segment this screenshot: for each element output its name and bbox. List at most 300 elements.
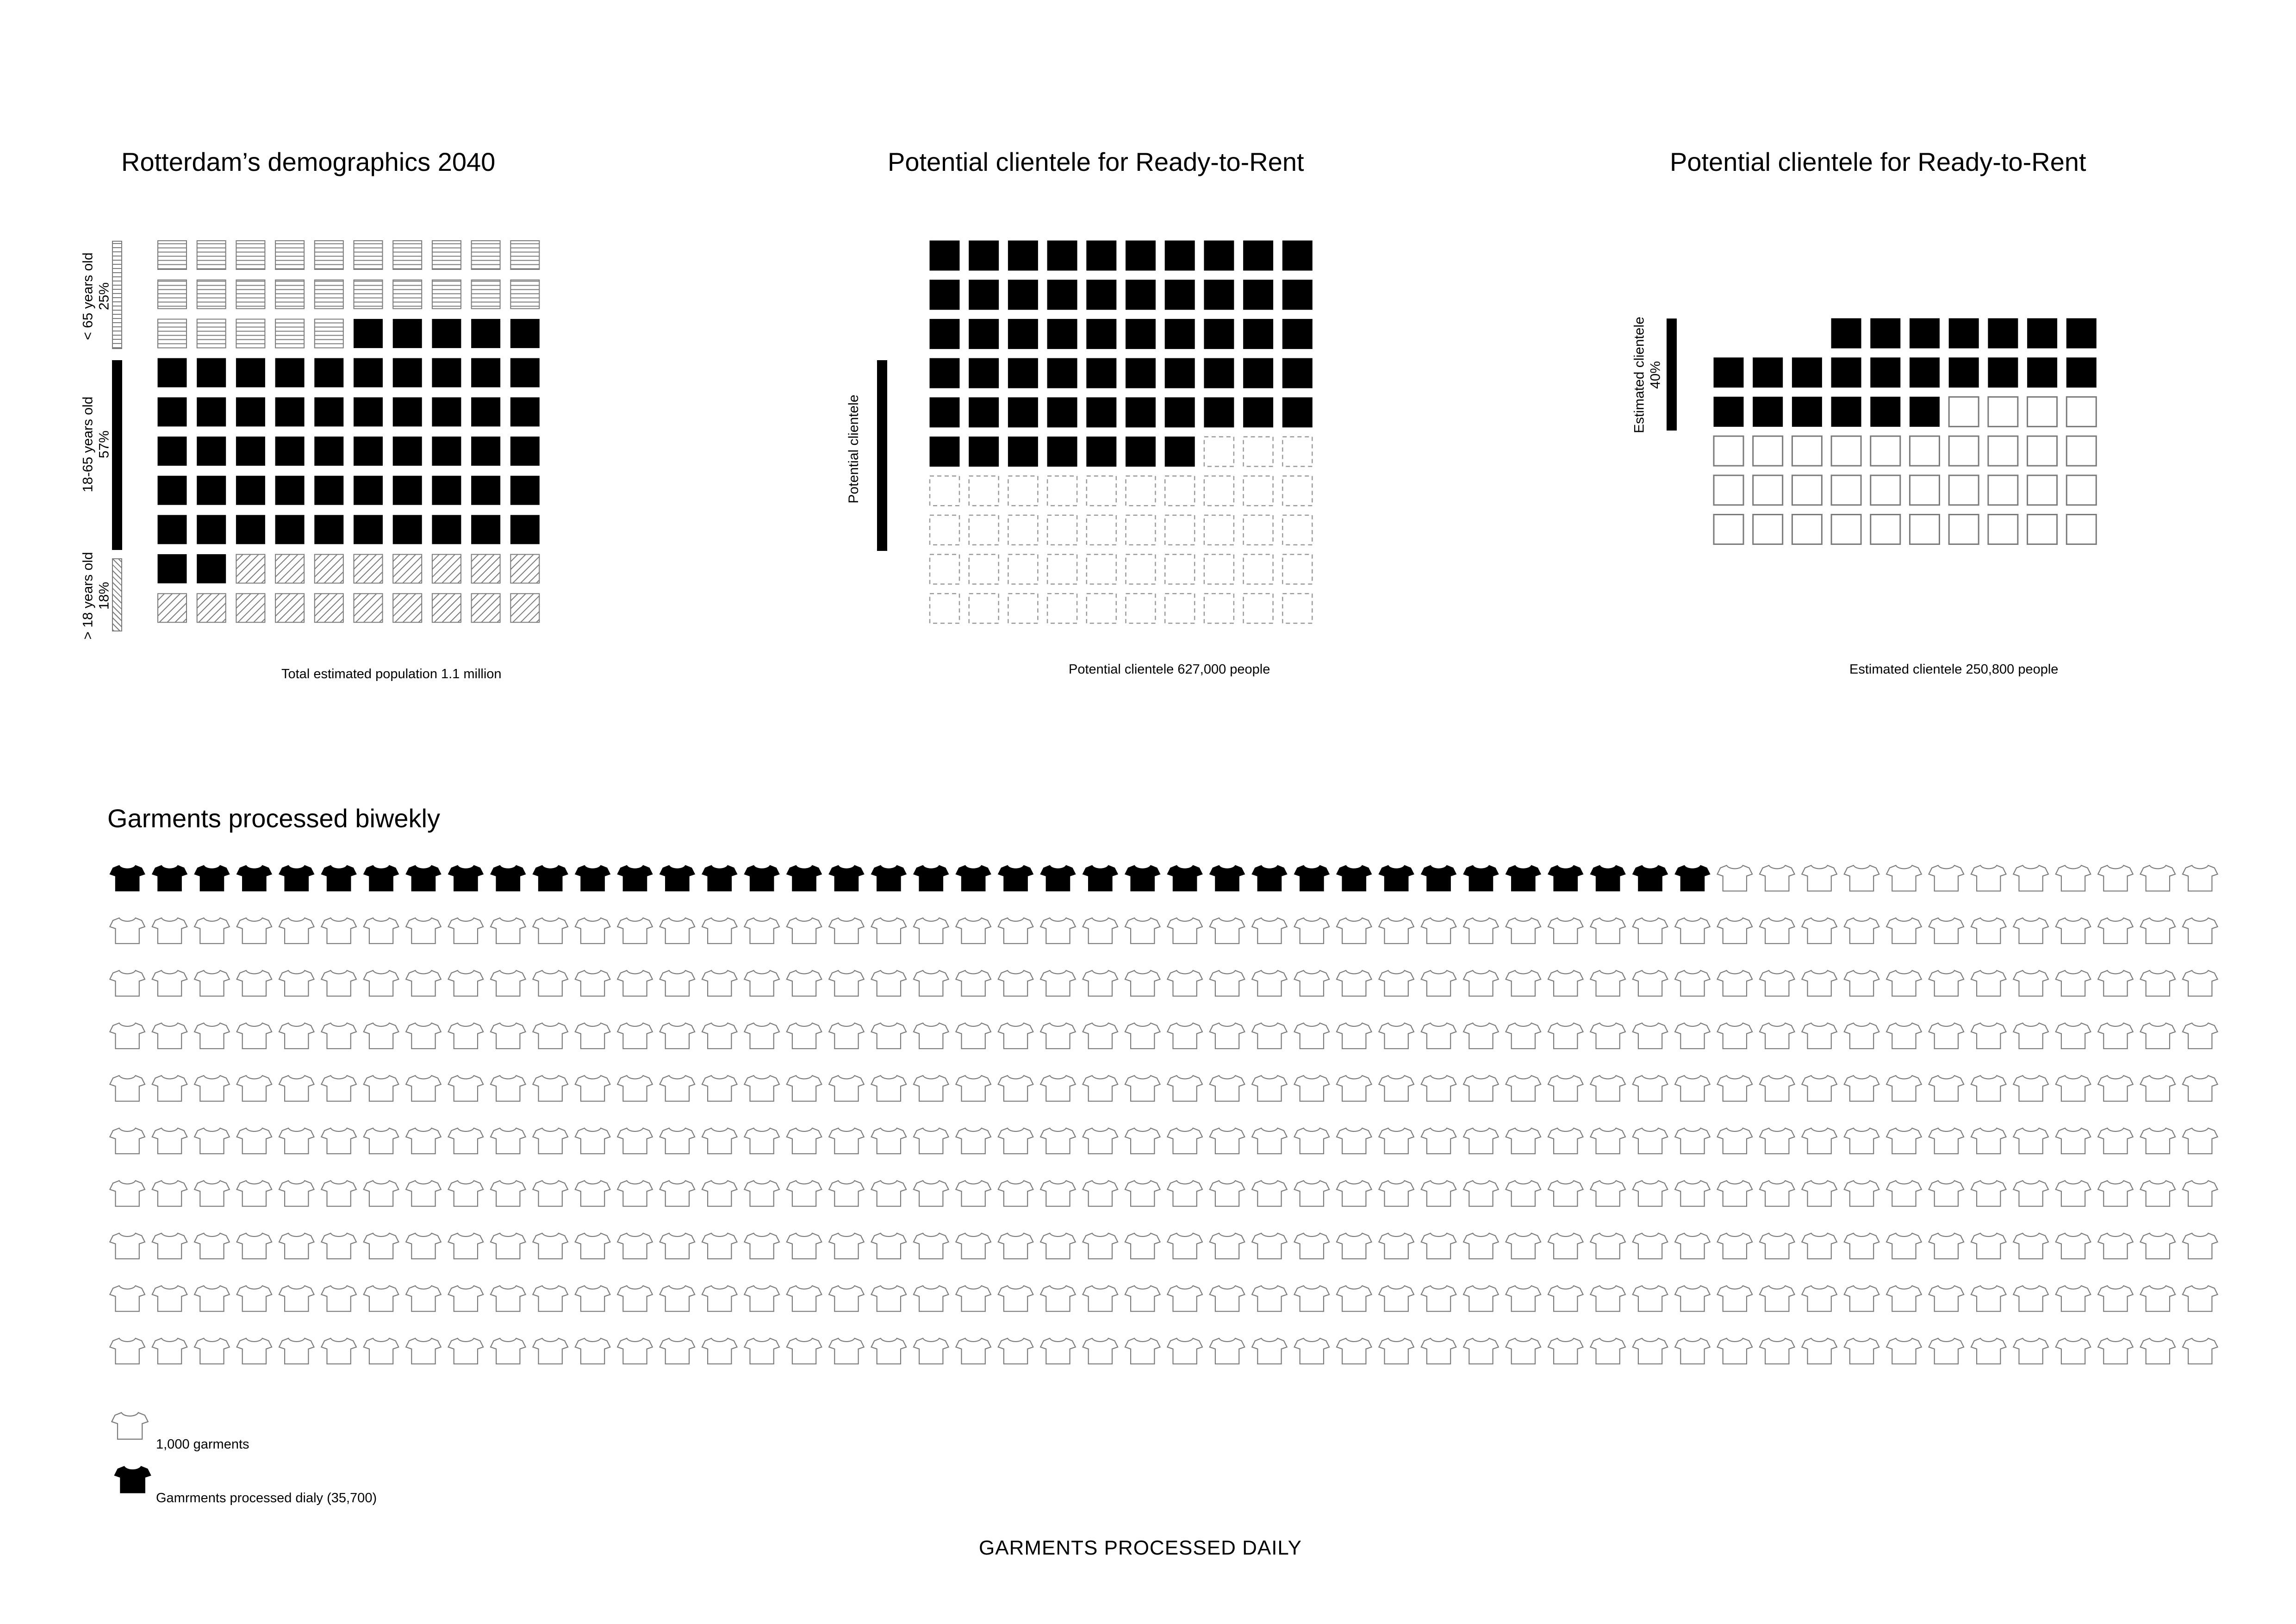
- waffle-square-outline: [2028, 436, 2057, 466]
- shirt-icon: [1633, 1075, 1668, 1101]
- shirt-icon: [1337, 1181, 1372, 1206]
- waffle-square-filled: [1204, 398, 1234, 427]
- shirt-icon: [1083, 918, 1118, 943]
- garments-title: Garments processed biwekly: [107, 804, 440, 833]
- shirt-icon: [1167, 1128, 1202, 1154]
- waffle-square-outline: [1753, 475, 1783, 505]
- shirt-icon-filled: [575, 865, 610, 891]
- shirt-icon: [1844, 1023, 1879, 1049]
- waffle-square-horizontal-hatch: [510, 280, 539, 309]
- shirt-icon: [152, 1128, 187, 1154]
- shirt-icon: [1675, 918, 1710, 943]
- shirt-icon: [1337, 918, 1372, 943]
- waffle-square-filled: [1165, 241, 1195, 270]
- waffle-square-filled: [393, 358, 422, 387]
- shirt-icon: [998, 1286, 1033, 1311]
- shirt-icon: [1971, 865, 2006, 891]
- shirt-icon: [1675, 1181, 1710, 1206]
- shirt-icon: [1548, 1181, 1583, 1206]
- shirt-icon: [194, 918, 230, 943]
- shirt-icon: [194, 1075, 230, 1101]
- group-name-over65: < 65 years old: [80, 252, 96, 340]
- waffle-square-filled: [1165, 358, 1195, 388]
- shirt-icon: [364, 1128, 399, 1154]
- shirt-icon: [2098, 970, 2133, 996]
- shirt-icon: [1040, 1286, 1076, 1311]
- shirt-icon: [1760, 1023, 1795, 1049]
- shirt-icon: [575, 1338, 610, 1364]
- shirt-icon: [1929, 1181, 1964, 1206]
- waffle-square-filled: [472, 319, 500, 348]
- shirt-icon: [1125, 1233, 1160, 1259]
- shirt-icon: [237, 1075, 272, 1101]
- waffle-square-dashed-outline: [969, 515, 999, 545]
- shirt-icon: [787, 1023, 822, 1049]
- shirt-icon: [956, 970, 991, 996]
- shirt-icon: [364, 1023, 399, 1049]
- waffle-square-horizontal-hatch: [393, 241, 422, 269]
- shirt-icon: [787, 1286, 822, 1311]
- waffle-square-dashed-outline: [1204, 593, 1234, 623]
- shirt-icon: [956, 1181, 991, 1206]
- shirt-icon: [1886, 1128, 1922, 1154]
- waffle-square-filled: [1047, 280, 1077, 310]
- shirt-icon: [617, 1075, 653, 1101]
- shirt-icon: [364, 1338, 399, 1364]
- waffle-square-filled: [1047, 319, 1077, 349]
- waffle-square-filled: [1282, 280, 1312, 310]
- shirt-icon: [575, 1233, 610, 1259]
- shirt-icon: [1083, 1286, 1118, 1311]
- waffle-square-filled: [1008, 280, 1038, 310]
- shirt-icon: [1379, 1233, 1414, 1259]
- shirt-icon: [1506, 1338, 1541, 1364]
- shirt-icon: [617, 1233, 653, 1259]
- waffle-square-filled: [1165, 398, 1195, 427]
- waffle-square-filled: [1087, 398, 1116, 427]
- shirt-icon: [279, 1023, 314, 1049]
- waffle-square-outline: [2028, 397, 2057, 426]
- shirt-icon: [491, 1286, 526, 1311]
- waffle-square-filled: [1244, 358, 1273, 388]
- shirt-icon: [2056, 918, 2091, 943]
- shirt-icon: [2098, 1233, 2133, 1259]
- shirt-icon: [110, 970, 145, 996]
- waffle-square-filled: [1126, 280, 1156, 310]
- shirt-icon: [1083, 1075, 1118, 1101]
- shirt-icon: [1633, 1338, 1668, 1364]
- shirt-icon: [1675, 1128, 1710, 1154]
- shirt-icon: [702, 1075, 737, 1101]
- legend-daily-label: Gamrments processed dialy (35,700): [156, 1491, 377, 1505]
- shirt-icon: [194, 1286, 230, 1311]
- shirt-icon: [871, 1338, 907, 1364]
- shirt-icon-filled: [406, 865, 441, 891]
- shirt-icon: [1802, 1338, 1837, 1364]
- waffle-square-outline: [1753, 436, 1783, 466]
- waffle-square-filled: [1204, 358, 1234, 388]
- shirt-icon: [617, 1181, 653, 1206]
- waffle-square-outline: [1714, 436, 1743, 466]
- shirt-icon: [787, 1181, 822, 1206]
- waffle-square-diagonal-hatch: [432, 593, 461, 622]
- shirt-icon: [364, 918, 399, 943]
- shirt-icon: [406, 1128, 441, 1154]
- shirt-icon: [1506, 918, 1541, 943]
- shirt-icon: [1844, 918, 1879, 943]
- shirt-icon: [1760, 1075, 1795, 1101]
- waffle-square-filled: [1126, 398, 1156, 427]
- shirt-icon: [1167, 1286, 1202, 1311]
- shirt-icon: [660, 918, 695, 943]
- shirt-icon: [1717, 1023, 1753, 1049]
- waffle-square-filled: [432, 398, 461, 426]
- shirt-icon: [1971, 970, 2006, 996]
- shirt-icon: [2183, 970, 2218, 996]
- waffle-square-filled: [197, 437, 226, 466]
- shirt-icon: [871, 1233, 907, 1259]
- waffle-square-dashed-outline: [1204, 437, 1234, 467]
- waffle-square-filled: [432, 437, 461, 466]
- shirt-icon: [1421, 1075, 1456, 1101]
- shirt-icon: [575, 1075, 610, 1101]
- shirt-icon: [1421, 1233, 1456, 1259]
- shirt-icon: [2013, 1233, 2048, 1259]
- shirt-icon: [1210, 1075, 1245, 1101]
- waffle-square-filled: [197, 398, 226, 426]
- waffle-square-filled: [393, 319, 422, 348]
- shirt-icon: [1294, 1181, 1330, 1206]
- shirt-icon: [1083, 1181, 1118, 1206]
- shirt-icon: [1844, 865, 1879, 891]
- shirt-icon: [533, 1181, 568, 1206]
- waffle-square-outline: [2066, 475, 2096, 505]
- shirt-icon-filled: [617, 865, 653, 891]
- shirt-icon: [364, 1075, 399, 1101]
- waffle-square-horizontal-hatch: [315, 319, 343, 348]
- shirt-icon: [2140, 1075, 2176, 1101]
- shirt-icon: [406, 918, 441, 943]
- shirt-icon: [744, 1075, 779, 1101]
- waffle-square-filled: [1204, 241, 1234, 270]
- waffle-square-filled: [969, 437, 999, 467]
- waffle-square-filled: [930, 358, 959, 388]
- shirt-icon: [914, 1338, 949, 1364]
- shirt-icon: [1590, 1023, 1625, 1049]
- shirt-icon: [152, 1338, 187, 1364]
- shirt-icon: [279, 1233, 314, 1259]
- shirt-icon: [2013, 1023, 2048, 1049]
- shirt-icon: [1252, 1128, 1287, 1154]
- shirt-icon: [1337, 1075, 1372, 1101]
- shirt-icon: [1252, 1233, 1287, 1259]
- shirt-icon: [1590, 918, 1625, 943]
- shirt-icon: [956, 1338, 991, 1364]
- shirt-icon: [321, 918, 356, 943]
- shirt-icon: [448, 970, 484, 996]
- waffle-square-horizontal-hatch: [236, 241, 265, 269]
- waffle-square-filled: [1087, 437, 1116, 467]
- shirt-icon: [1379, 1286, 1414, 1311]
- garment-pictogram: [110, 865, 2217, 1364]
- shirt-icon: [2013, 1338, 2048, 1364]
- shirt-icon-filled: [533, 865, 568, 891]
- shirt-icon: [956, 918, 991, 943]
- waffle-square-filled: [393, 437, 422, 466]
- shirt-icon: [533, 970, 568, 996]
- shirt-icon-filled: [1125, 865, 1160, 891]
- shirt-icon: [2056, 1128, 2091, 1154]
- waffle-square-filled: [432, 476, 461, 505]
- shirt-icon: [533, 1286, 568, 1311]
- shirt-icon: [1463, 1338, 1499, 1364]
- waffle-square-filled: [1087, 319, 1116, 349]
- waffle-square-outline: [1988, 475, 2018, 505]
- shirt-icon: [660, 1286, 695, 1311]
- waffle-square-horizontal-hatch: [275, 280, 304, 309]
- shirt-icon: [2013, 1286, 2048, 1311]
- shirt-icon: [1167, 1075, 1202, 1101]
- shirt-icon: [279, 1075, 314, 1101]
- shirt-icon: [1548, 1338, 1583, 1364]
- shirt-icon: [1971, 1233, 2006, 1259]
- waffle-square-horizontal-hatch: [432, 241, 461, 269]
- shirt-icon: [998, 1233, 1033, 1259]
- shirt-icon: [1590, 1233, 1625, 1259]
- shirt-icon: [1844, 1128, 1879, 1154]
- shirt-icon: [1337, 1023, 1372, 1049]
- waffle-square-filled: [197, 358, 226, 387]
- shirt-icon: [1717, 918, 1753, 943]
- shirt-icon: [1210, 1286, 1245, 1311]
- waffle-square-dashed-outline: [930, 515, 959, 545]
- shirt-icon: [1506, 1286, 1541, 1311]
- shirt-icon-filled: [321, 865, 356, 891]
- shirt-icon: [2183, 918, 2218, 943]
- shirt-icon: [787, 1075, 822, 1101]
- shirt-icon: [1421, 918, 1456, 943]
- waffle-square-filled: [1910, 358, 1940, 387]
- shirt-icon: [1675, 1075, 1710, 1101]
- waffle-square-horizontal-hatch: [158, 241, 187, 269]
- shirt-icon: [617, 1338, 653, 1364]
- shirt-icon: [2056, 1286, 2091, 1311]
- waffle-square-dashed-outline: [1087, 515, 1116, 545]
- shirt-icon: [1675, 1286, 1710, 1311]
- shirt-icon: [2098, 1286, 2133, 1311]
- waffle-square-filled: [930, 280, 959, 310]
- shirt-icon-filled: [1675, 865, 1710, 891]
- waffle-square-outline: [1910, 515, 1940, 544]
- waffle-square-dashed-outline: [1204, 555, 1234, 584]
- waffle-square-filled: [236, 358, 265, 387]
- waffle-square-filled: [315, 437, 343, 466]
- shirt-icon: [1590, 1181, 1625, 1206]
- waffle-square-outline: [1871, 436, 1900, 466]
- shirt-icon: [829, 918, 864, 943]
- shirt-icon: [1802, 1181, 1837, 1206]
- waffle-square-filled: [969, 398, 999, 427]
- shirt-icon: [1886, 1233, 1922, 1259]
- shirt-icon: [2183, 865, 2218, 891]
- shirt-icon-filled: [1633, 865, 1668, 891]
- shirt-icon: [321, 970, 356, 996]
- shirt-icon: [321, 1286, 356, 1311]
- waffle-square-dashed-outline: [1087, 555, 1116, 584]
- shirt-icon-filled: [491, 865, 526, 891]
- waffle-square-diagonal-hatch: [472, 593, 500, 622]
- shirt-icon: [2013, 1181, 2048, 1206]
- waffle-square-filled: [1244, 319, 1273, 349]
- shirt-icon: [2183, 1233, 2218, 1259]
- shirt-icon: [1633, 1286, 1668, 1311]
- shirt-icon: [1463, 1181, 1499, 1206]
- shirt-icon: [1167, 970, 1202, 996]
- shirt-icon: [2183, 1128, 2218, 1154]
- shirt-icon: [744, 1181, 779, 1206]
- waffle-square-dashed-outline: [1126, 515, 1156, 545]
- waffle-square-filled: [354, 319, 383, 348]
- shirt-icon: [1125, 1181, 1160, 1206]
- shirt-icon: [1040, 1128, 1076, 1154]
- shirt-icon: [1717, 1128, 1753, 1154]
- shirt-icon: [321, 1075, 356, 1101]
- shirt-icon: [1421, 1338, 1456, 1364]
- garments-caption: GARMENTS PROCESSED DAILY: [979, 1537, 1302, 1559]
- shirt-icon: [1802, 918, 1837, 943]
- shirt-icon: [1802, 1128, 1837, 1154]
- shirt-icon: [406, 1338, 441, 1364]
- shirt-icon-filled: [1083, 865, 1118, 891]
- waffle-square-outline: [1871, 515, 1900, 544]
- shirt-icon-filled: [237, 865, 272, 891]
- waffle-square-horizontal-hatch: [510, 241, 539, 269]
- waffle-square-filled: [1282, 358, 1312, 388]
- waffle-square-filled: [1047, 241, 1077, 270]
- shirt-icon: [1633, 918, 1668, 943]
- demographics-total: Total estimated population 1.1 million: [281, 667, 502, 681]
- shirt-icon: [1379, 1023, 1414, 1049]
- waffle-square-filled: [236, 437, 265, 466]
- shirt-icon: [1337, 1233, 1372, 1259]
- shirt-icon: [744, 918, 779, 943]
- shirt-icon-filled: [1210, 865, 1245, 891]
- shirt-icon: [364, 1233, 399, 1259]
- group-percent-under18: 18%: [96, 581, 112, 610]
- waffle-square-filled: [1988, 358, 2018, 387]
- shirt-icon: [1717, 1338, 1753, 1364]
- shirt-icon: [2013, 1128, 2048, 1154]
- waffle-square-filled: [1949, 319, 1979, 348]
- shirt-icon: [829, 970, 864, 996]
- shirt-icon: [1252, 918, 1287, 943]
- shirt-icon: [152, 918, 187, 943]
- waffle-square-outline: [2066, 436, 2096, 466]
- estimated-bar-name: Estimated clientele: [1631, 317, 1647, 433]
- shirt-icon: [1971, 1286, 2006, 1311]
- waffle-square-dashed-outline: [1087, 476, 1116, 506]
- shirt-icon-filled: [1252, 865, 1287, 891]
- shirt-icon-filled: [1294, 865, 1330, 891]
- waffle-square-dashed-outline: [1244, 593, 1273, 623]
- waffle-square-filled: [158, 476, 187, 505]
- shirt-icon: [575, 1128, 610, 1154]
- shirt-icon: [1252, 1023, 1287, 1049]
- shirt-icon: [2140, 1181, 2176, 1206]
- shirt-icon: [1252, 1075, 1287, 1101]
- legend-shirt-icon-filled: [114, 1466, 150, 1493]
- shirt-icon: [1125, 1128, 1160, 1154]
- shirt-icon-filled: [956, 865, 991, 891]
- shirt-icon: [1210, 1338, 1245, 1364]
- waffle-square-filled: [1008, 437, 1038, 467]
- shirt-icon: [956, 1128, 991, 1154]
- shirt-icon: [2056, 1075, 2091, 1101]
- waffle-square-filled: [315, 398, 343, 426]
- shirt-icon: [448, 1128, 484, 1154]
- shirt-icon: [998, 1075, 1033, 1101]
- shirt-icon: [1675, 1338, 1710, 1364]
- shirt-icon: [1125, 1338, 1160, 1364]
- waffle-square-dashed-outline: [1165, 555, 1195, 584]
- waffle-square-filled: [1047, 398, 1077, 427]
- shirt-icon: [533, 1233, 568, 1259]
- shirt-icon: [1040, 918, 1076, 943]
- shirt-icon: [914, 1181, 949, 1206]
- waffle-square-dashed-outline: [1204, 476, 1234, 506]
- waffle-square-outline: [1753, 515, 1783, 544]
- shirt-icon: [1802, 1023, 1837, 1049]
- shirt-icon: [1506, 1128, 1541, 1154]
- shirt-icon: [829, 1128, 864, 1154]
- waffle-square-filled: [930, 319, 959, 349]
- shirt-icon: [194, 970, 230, 996]
- waffle-square-dashed-outline: [1047, 555, 1077, 584]
- waffle-square-filled: [1282, 398, 1312, 427]
- waffle-square-filled: [354, 476, 383, 505]
- shirt-icon: [1210, 918, 1245, 943]
- shirt-icon: [533, 1128, 568, 1154]
- shirt-icon: [321, 1128, 356, 1154]
- shirt-icon: [2183, 1286, 2218, 1311]
- shirt-icon: [787, 1128, 822, 1154]
- shirt-icon: [110, 1023, 145, 1049]
- shirt-icon: [448, 1233, 484, 1259]
- shirt-icon: [617, 1128, 653, 1154]
- waffle-square-filled: [969, 358, 999, 388]
- shirt-icon: [1463, 1286, 1499, 1311]
- shirt-icon: [1421, 970, 1456, 996]
- shirt-icon: [829, 1233, 864, 1259]
- shirt-icon: [1633, 1233, 1668, 1259]
- shirt-icon-filled: [1421, 865, 1456, 891]
- shirt-icon: [744, 970, 779, 996]
- waffle-square-filled: [2028, 319, 2057, 348]
- shirt-icon: [321, 1338, 356, 1364]
- waffle-square-dashed-outline: [1244, 437, 1273, 467]
- shirt-icon: [1717, 865, 1753, 891]
- shirt-icon: [871, 1181, 907, 1206]
- waffle-square-filled: [930, 241, 959, 270]
- waffle-square-outline: [1949, 475, 1979, 505]
- shirt-icon: [744, 1023, 779, 1049]
- shirt-icon: [448, 918, 484, 943]
- shirt-icon: [237, 970, 272, 996]
- waffle-square-filled: [1126, 358, 1156, 388]
- shirt-icon: [1971, 1023, 2006, 1049]
- shirt-icon: [1210, 1023, 1245, 1049]
- shirt-icon: [448, 1338, 484, 1364]
